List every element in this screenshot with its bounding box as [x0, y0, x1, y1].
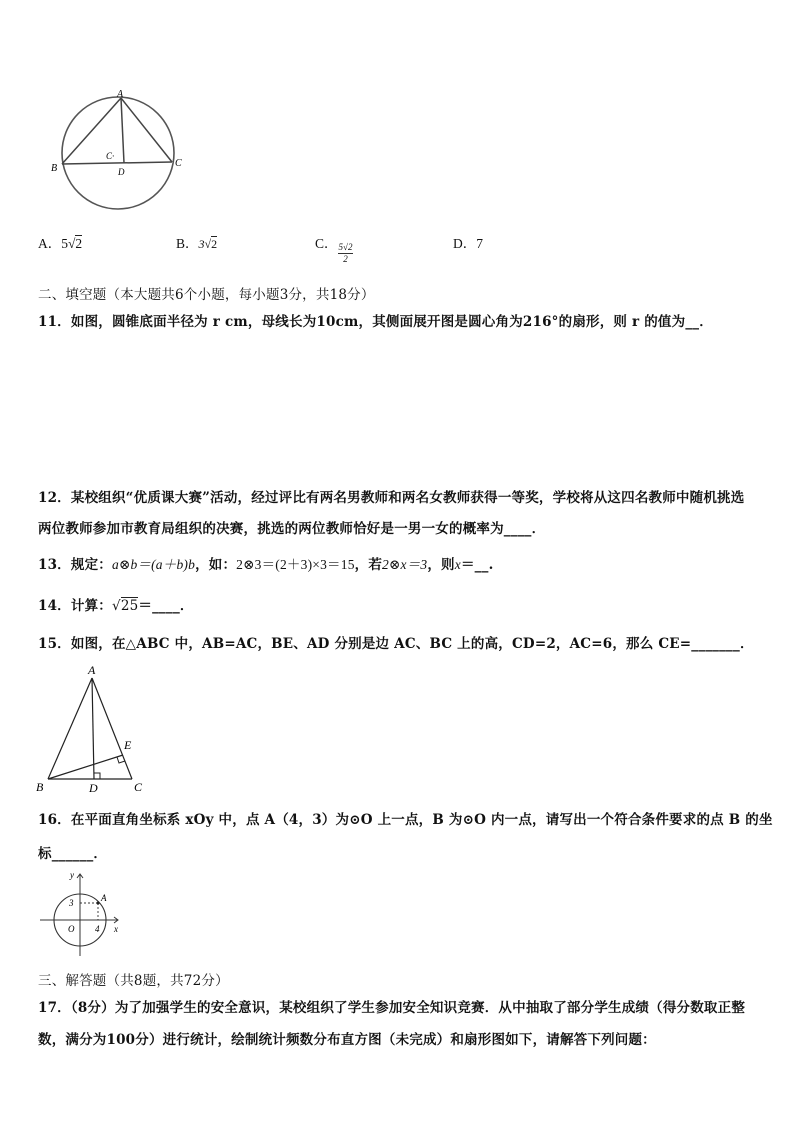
label-c: C — [175, 158, 182, 169]
segment-ad — [121, 98, 124, 163]
option-b-letter: B． — [176, 236, 199, 251]
tri-label-d: D — [89, 781, 98, 795]
option-c-fraction — [338, 242, 354, 265]
label-a: A — [117, 89, 124, 100]
q13-definition: a⊗b＝(a＋b)b — [112, 557, 196, 572]
q14-prefix: 14．计算： — [38, 598, 112, 614]
altitude-be — [48, 755, 123, 779]
q13-suffix: ＝__. — [460, 557, 494, 573]
q13-prefix: 13．规定： — [38, 557, 112, 573]
section-3-heading: 三、解答题（共8题，共72分） — [38, 973, 229, 989]
label-b: B — [51, 163, 58, 174]
coord-label-x: x — [114, 924, 118, 934]
segment-ac — [121, 98, 172, 162]
option-d-value: 7 — [476, 236, 483, 251]
q14-radicand: 25 — [120, 598, 139, 614]
coord-label-3: 3 — [69, 898, 74, 908]
q14-suffix: ＝____． — [138, 598, 194, 614]
tri-label-c: C — [134, 780, 143, 794]
option-c — [315, 232, 353, 265]
triangle-abc-figure — [34, 662, 154, 798]
option-b-coef: 3 — [198, 237, 205, 251]
option-b: B．3√2 — [176, 236, 218, 251]
question-14: 14．计算：√25＝____． — [38, 598, 194, 614]
q13-mid3: ，则 — [427, 557, 455, 573]
coord-label-a: A — [101, 893, 107, 903]
coordinate-circle-figure — [36, 868, 128, 960]
question-15: 15．如图，在△ABC 中，AB=AC，BE、AD 分别是边 AC、BC 上的高，CD=2，AC=6，那么 CE=_______． — [38, 636, 754, 652]
side-ab — [48, 678, 92, 779]
coord-label-4: 4 — [95, 924, 100, 934]
option-a: A．5√2 — [38, 236, 83, 251]
side-ac — [92, 678, 132, 779]
question-17-line-1: 17．（8分）为了加强学生的安全意识，某校组织了学生参加安全知识竞赛．从中抽取了部分学生成绩（得分数取正整 — [38, 1000, 746, 1016]
question-11: 11．如图，圆锥底面半径为 r cm，母线长为10cm，其侧面展开图是圆心角为216°的扇形，则 r 的值为__． — [38, 314, 713, 330]
tri-label-a: A — [88, 663, 96, 677]
label-d: D — [118, 167, 125, 177]
question-17-line-2: 数，满分为100分）进行统计，绘制统计频数分布直方图（未完成）和扇形图如下，请解答下列问题： — [38, 1032, 656, 1048]
question-13 — [38, 556, 493, 574]
question-12-line-1: 12．某校组织“优质课大赛”活动，经过评比有两名男教师和两名女教师获得一等奖，学校将从这四名教师中随机挑选 — [38, 490, 745, 506]
coord-label-y: y — [70, 870, 74, 880]
right-angle-d — [94, 773, 100, 779]
option-c-numerator: 5√2 — [338, 242, 353, 253]
option-c-denominator: 2 — [343, 254, 348, 265]
q13-variable: x — [454, 557, 461, 572]
option-c-letter: C． — [315, 236, 338, 251]
option-d-letter: D． — [453, 236, 477, 251]
q13-example: 2⊗3＝(2＋3)×3＝15 — [236, 557, 355, 572]
label-center: C· — [106, 151, 115, 161]
option-d — [453, 232, 483, 252]
question-16-line-2: 标______． — [38, 846, 108, 862]
q13-mid2: ，若 — [354, 557, 383, 573]
question-16-line-1: 16．在平面直角坐标系 xOy 中，点 A（4，3）为⊙O 上一点，B 为⊙O 内一点，请写出一个符合条件要求的点 B 的坐 — [38, 812, 773, 828]
q13-mid: ，如： — [195, 557, 237, 573]
coord-label-o: O — [68, 924, 75, 934]
q13-condition: 2⊗x＝3 — [382, 557, 428, 572]
option-a-letter: A． — [38, 236, 62, 251]
tri-label-b: B — [36, 780, 44, 794]
option-b-radicand: 2 — [211, 237, 218, 251]
question-12-line-2: 两位教师参加市教育局组织的决赛，挑选的两位教师恰好是一男一女的概率为____． — [38, 521, 546, 537]
point-a — [97, 902, 100, 905]
option-a-radicand: 2 — [75, 236, 83, 251]
circle — [62, 97, 174, 209]
section-2-heading: 二、填空题（本大题共6个小题，每小题3分，共18分） — [38, 287, 375, 303]
segment-bc — [62, 162, 172, 164]
option-a-coef: 5 — [61, 236, 68, 251]
circle-triangle-figure — [48, 86, 198, 216]
tri-label-e: E — [124, 738, 132, 752]
